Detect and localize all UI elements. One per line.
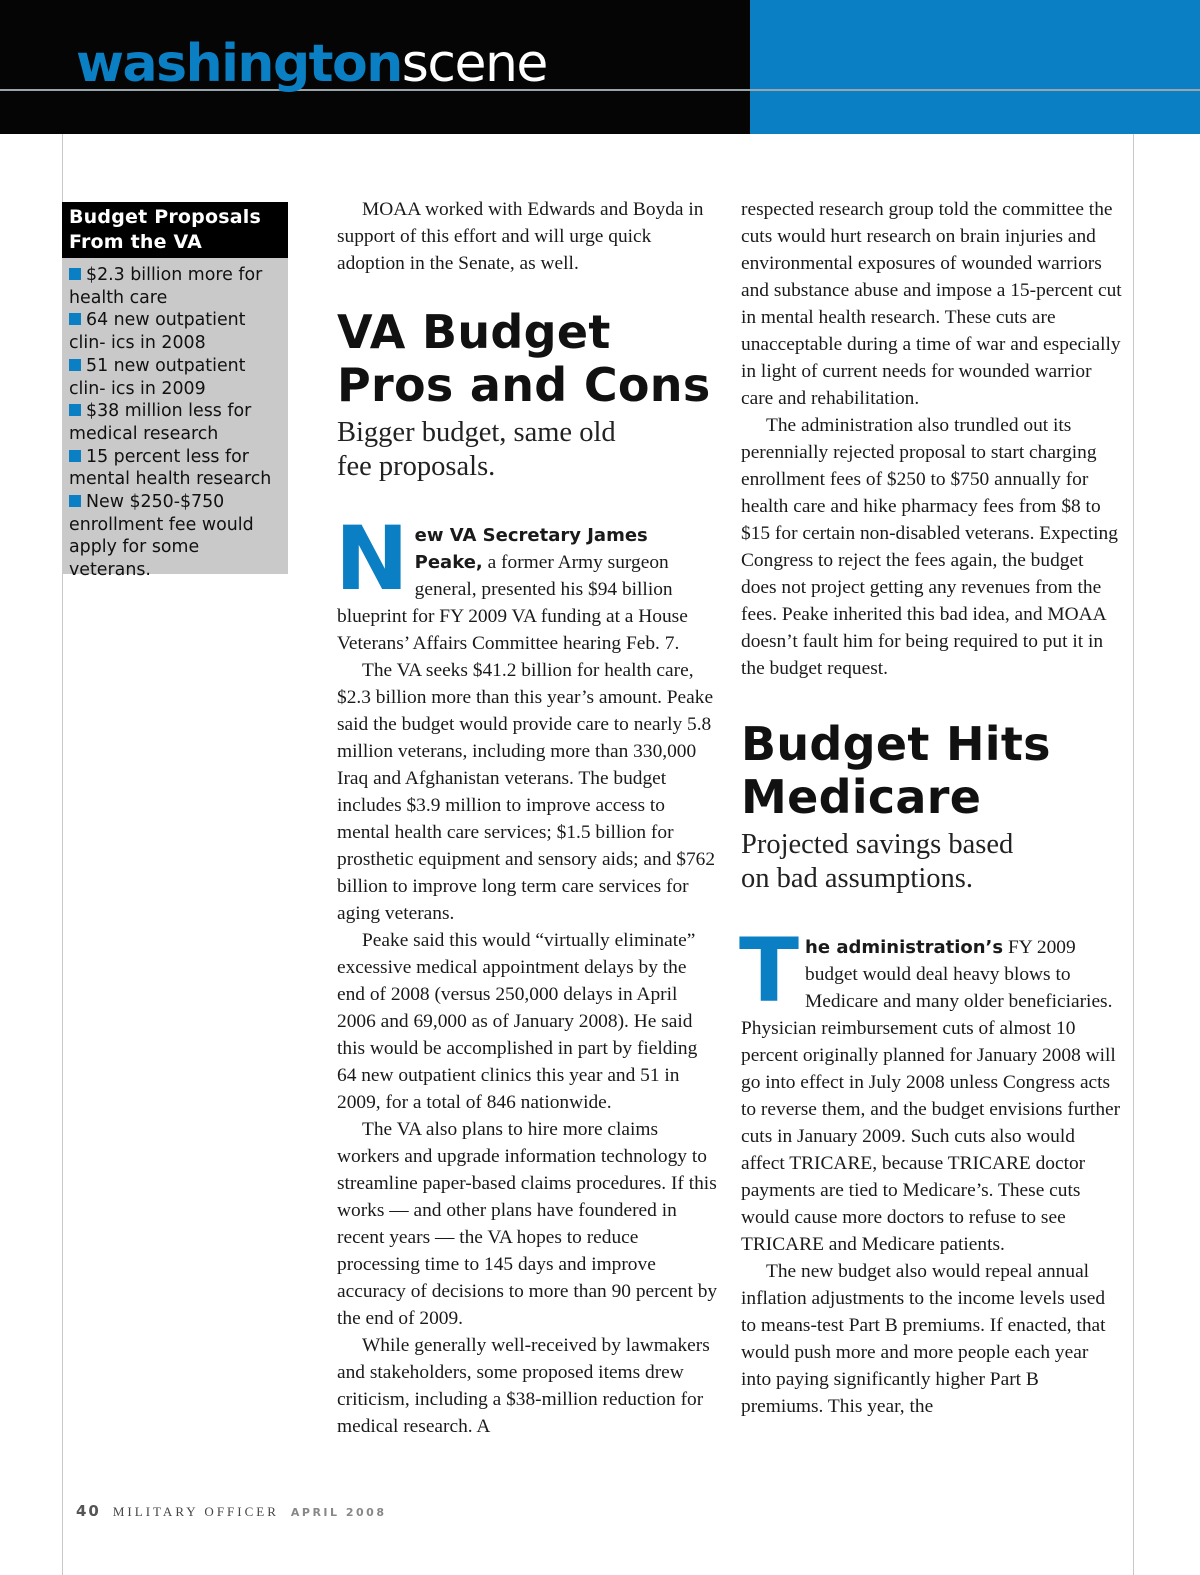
sidebar-item: 64 new outpatient clin- ics in 2008	[69, 310, 246, 354]
article1-paragraph-2: The VA seeks $41.2 billion for health care, $2.3 billion more than this year’s amount. Peake said the budget would provide care to nearly 5.8 million veterans, including more than 330,000 Iraq and Afghanistan veterans. The budget includes $3.9 million to improve access to mental health care services; $1.5 billion for prosthetic equipment and sensory aids; and $762 billion to improve long term care services for aging veterans.	[337, 660, 716, 924]
sidebar-item: $2.3 billion more for health care	[69, 265, 263, 308]
article1-paragraph-4: The VA also plans to hire more claims workers and upgrade information technology to streamline paper-based claims procedures. If this works — and other plans have foundered in recent years — the VA hopes to reduce processing time to 145 days and improve accuracy of decisions to more than 90 percent by the end of 2009.	[337, 1119, 718, 1329]
article1-paragraph-7: The administration also trundled out its perennially rejected proposal to start charging enrollment fees of $250 to $750 annually for health care and hike pharmacy fees from $8 to $15 for certain non-disabled veterans. Expecting Congress to reject the fees again, the budget does not project getting any revenues from the fees. Peake inherited this bad idea, and MOAA doesn’t fault him for being required to put it in the budget request.	[741, 415, 1118, 679]
article2-deck	[741, 828, 1123, 896]
right-frame-rule	[1133, 134, 1134, 1575]
article1-paragraph-5: While generally well-received by lawmakers and stakeholders, some proposed items drew criticism, including a $38-million reduction for medical research. A	[337, 1335, 710, 1437]
sidebar-item: 51 new outpatient clin- ics in 2009	[69, 355, 246, 399]
square-bullet-icon	[69, 359, 81, 371]
article1-paragraph-1: New VA Secretary James Peake, a former Army surgeon general, presented his $94 billion blueprint for FY 2009 VA funding at a House Veterans’ Affairs Committee hearing Feb. 7.	[335, 507, 688, 654]
article2-deck-line1: Projected savings based	[741, 829, 1014, 860]
article2-headline-line2: Medicare	[741, 770, 982, 824]
magazine-name: MILITARY OFFICER	[112, 1504, 279, 1519]
article2-paragraph-1: The administration’s FY 2009 budget would deal heavy blows to Medicare and many older beneficiaries. Physician reimbursement cuts of almost 10 percent originally planned for January 2008 will go into effect in July 2008 unless Congress acts to reverse them, and the budget envisions further cuts in January 2009. Such cuts also would affect TRICARE, because TRICARE doctor payments are tied to Medicare’s. These cuts would cause more doctors to refuse to see TRICARE and Medicare patients.	[739, 919, 1121, 1255]
sidebar-box	[62, 202, 288, 581]
article1-paragraph-6: respected research group told the committee the cuts would hurt research on brain injuries and environmental exposures of wounded warriors and substance abuse and impose a 15-percent cut in mental health research. These cuts are unacceptable during a time of war and especially in light of current needs for wounded warrior care and rehabilitation.	[741, 199, 1122, 409]
sidebar-item: New $250-$750 enrollment fee would apply for some veterans.	[69, 492, 254, 581]
article2-headline-line1: Budget Hits	[741, 717, 1051, 771]
middle-column	[337, 196, 719, 1440]
article2-dropcap: T	[739, 919, 800, 1022]
article1-headline	[337, 306, 719, 412]
sidebar-item: $38 million less for medical research	[69, 401, 252, 444]
article2-leadin: he administration’s	[805, 937, 1004, 958]
square-bullet-icon	[69, 313, 81, 325]
page-number: 40	[76, 1502, 101, 1520]
article2-headline	[741, 718, 1123, 824]
square-bullet-icon	[69, 450, 81, 462]
section-title-part2: scene	[401, 34, 547, 94]
square-bullet-icon	[69, 495, 81, 507]
article1-dropcap: N	[335, 507, 409, 610]
article1-paragraph-3: Peake said this would “virtually eliminate” excessive medical appointment delays by the end of 2008 (versus 250,000 delays in April 2006 and 69,000 as of January 2008). He said this would be accomplished in part by fielding 64 new outpatient clinics this year and 51 in 2009, for a total of 846 nationwide.	[337, 930, 698, 1113]
sidebar-item: 15 percent less for mental health research	[69, 446, 272, 490]
issue-date: APRIL 2008	[290, 1506, 387, 1519]
sidebar-title	[62, 202, 288, 258]
sidebar-list	[62, 258, 288, 582]
sidebar-title-line1: Budget Proposals	[69, 206, 261, 228]
header-accent-block	[750, 0, 1200, 134]
right-column	[741, 196, 1123, 1420]
article1-deck-line2: fee proposals.	[337, 451, 496, 482]
square-bullet-icon	[69, 268, 81, 280]
intro-paragraph: MOAA worked with Edwards and Boyda in support of this effort and will urge quick adoption in the Senate, as well.	[337, 199, 704, 274]
section-title-part1: washington	[76, 34, 402, 94]
section-title	[76, 30, 547, 98]
article1-deck-line1: Bigger budget, same old	[337, 417, 616, 448]
sidebar-title-line2: From the VA	[69, 231, 203, 253]
article1-deck	[337, 416, 719, 484]
article1-leadin: ew VA Secretary James Peake,	[414, 525, 648, 573]
article2-deck-line2: on bad assumptions.	[741, 863, 973, 894]
article2-paragraph-2: The new budget also would repeal annual inflation adjustments to the income levels used to means-test Part B premiums. If enacted, that would push more and more people each year into paying significantly higher Part B premiums. This year, the	[741, 1261, 1106, 1417]
square-bullet-icon	[69, 404, 81, 416]
article1-headline-line1: VA Budget	[337, 305, 611, 359]
page-footer	[76, 1502, 386, 1521]
article1-headline-line2: Pros and Cons	[337, 358, 711, 412]
